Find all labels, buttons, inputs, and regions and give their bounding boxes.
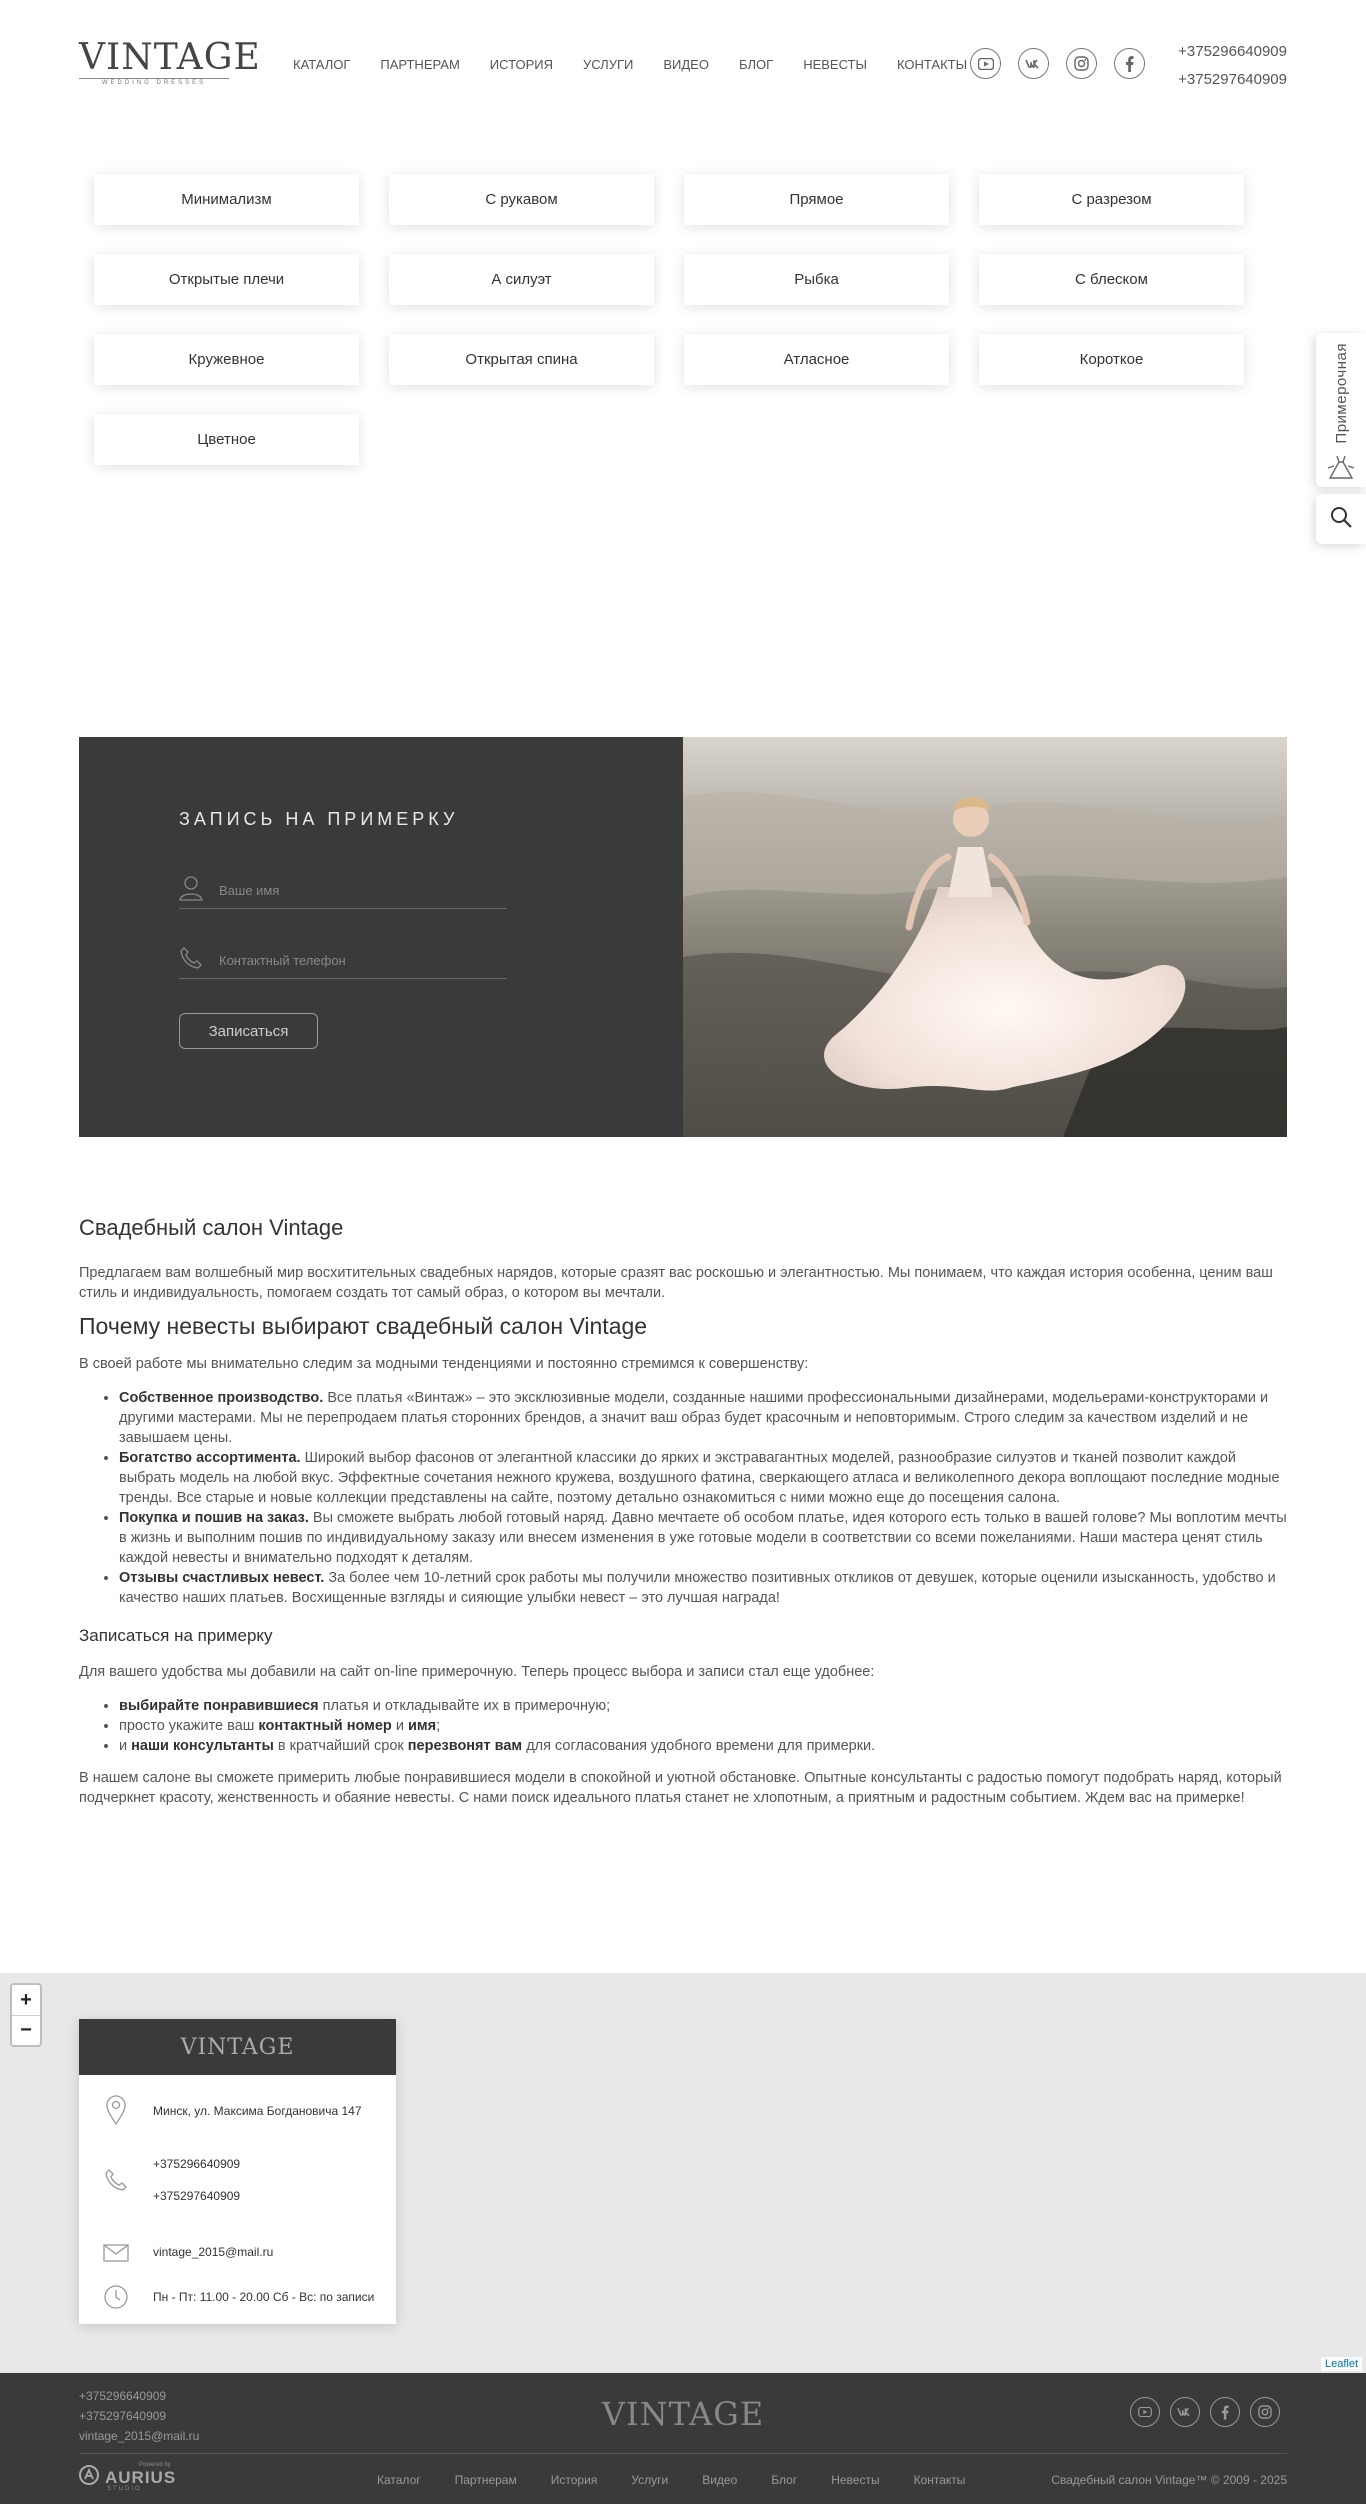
footer-nav	[377, 2473, 999, 2487]
clock-icon	[79, 2281, 153, 2309]
social-links	[970, 48, 1145, 79]
address-row	[79, 2095, 396, 2127]
zoom-in-button[interactable]: +	[20, 1988, 32, 2011]
seo-fitting-title: Записаться на примерку	[79, 1626, 273, 1645]
category-open-back[interactable]: Открытая спина	[389, 334, 654, 385]
footer-nav-history[interactable]: История	[550, 2473, 598, 2487]
address-text: Минск, ул. Максима Богдановича 147	[153, 2104, 362, 2118]
category-straight[interactable]: Прямое	[684, 174, 949, 225]
category-minimalism[interactable]: Минимализм	[94, 174, 359, 225]
footer-nav-brides[interactable]: Невесты	[831, 2473, 880, 2487]
submit-booking-button[interactable]: Записаться	[179, 1013, 318, 1049]
user-icon	[179, 875, 209, 906]
zoom-controls	[10, 1983, 42, 2047]
developer-credit[interactable]	[79, 2462, 177, 2492]
facebook-icon[interactable]	[1114, 48, 1145, 79]
map[interactable]	[0, 1973, 1366, 2373]
contact-email[interactable]: vintage_2015@mail.ru	[153, 2245, 274, 2259]
footer-divider	[79, 2453, 1287, 2454]
nav-blog[interactable]: БЛОГ	[738, 57, 774, 72]
vk-icon[interactable]	[1018, 48, 1049, 79]
category-a-line[interactable]: А силуэт	[389, 254, 654, 305]
seo-text	[79, 1215, 1287, 1818]
fitting-room-label: Примерочная	[1332, 343, 1350, 444]
nav-history[interactable]: ИСТОРИЯ	[489, 57, 553, 72]
logo-subtitle: WEDDING DRESSES	[79, 78, 229, 86]
hours-row	[79, 2281, 396, 2313]
zoom-out-button[interactable]: −	[12, 2015, 40, 2045]
dress-icon	[1326, 454, 1356, 486]
footer-phone-1[interactable]: +375296640909	[79, 2389, 167, 2403]
phone-icon	[179, 946, 209, 975]
youtube-icon[interactable]	[970, 48, 1001, 79]
category-sparkle[interactable]: С блеском	[979, 254, 1244, 305]
bride-photo	[683, 737, 1287, 1137]
list-item: • выбирайте понравившиеся платья и откладывайте их в примерочную;	[119, 1696, 1287, 1716]
facebook-icon[interactable]	[1210, 2397, 1240, 2427]
contact-phone-2[interactable]: +375297640909	[153, 2189, 241, 2203]
nav-partners[interactable]: ПАРТНЕРАМ	[380, 57, 460, 72]
category-open-shoulders[interactable]: Открытые плечи	[94, 254, 359, 305]
list-item: • и наши консультанты в кратчайший срок перезвонят вам для согласования удобного времени для примерки.	[119, 1736, 1287, 1756]
youtube-icon[interactable]	[1130, 2397, 1160, 2427]
footer-nav-services[interactable]: Услуги	[631, 2473, 669, 2487]
contact-card	[79, 2019, 396, 2324]
booking-section	[79, 737, 1287, 1137]
logo[interactable]	[79, 37, 261, 86]
leaflet-attribution[interactable]: Leaflet	[1321, 2357, 1362, 2371]
reasons-list	[119, 1388, 1287, 1608]
list-item: • Собственное производство. Все платья «Винтаж» – это эксклюзивные модели, созданные нашими профессиональными дизайнерами, модельерами-конструкторами и другими мастерами. Мы не перепродаем платья сторонних брендов, а значит ваш образ будет красочным и неповторимым. Строго следим за качеством изделий и не завышаем цены.	[119, 1388, 1287, 1448]
instagram-icon[interactable]	[1066, 48, 1097, 79]
footer	[0, 2373, 1366, 2504]
vk-icon[interactable]	[1170, 2397, 1200, 2427]
category-satin[interactable]: Атласное	[684, 334, 949, 385]
nav-contacts[interactable]: КОНТАКТЫ	[897, 57, 968, 72]
powered-by-label: Powered by	[139, 2462, 171, 2468]
footer-nav-contacts[interactable]: Контакты	[913, 2473, 966, 2487]
footer-socials	[1130, 2397, 1280, 2427]
category-with-sleeve[interactable]: С рукавом	[389, 174, 654, 225]
fitting-room-tab[interactable]	[1316, 333, 1366, 487]
category-lace[interactable]: Кружевное	[94, 334, 359, 385]
phones-row	[79, 2148, 396, 2212]
category-mermaid[interactable]: Рыбка	[684, 254, 949, 305]
booking-title: ЗАПИСЬ НА ПРИМЕРКУ	[179, 809, 459, 829]
list-item: • просто укажите ваш контактный номер и имя;	[119, 1716, 1287, 1736]
aurius-logo-icon	[79, 2465, 99, 2490]
mail-icon	[79, 2236, 153, 2262]
category-short[interactable]: Короткое	[979, 334, 1244, 385]
header-phones	[1170, 38, 1287, 94]
footer-nav-blog[interactable]: Блог	[771, 2473, 798, 2487]
developer-brand: AURIUS	[105, 2467, 177, 2487]
steps-list	[119, 1696, 1287, 1756]
seo-outro: В нашем салоне вы сможете примерить любые понравившиеся модели в спокойной и уютной обстановке. Опытные консультанты с радостью помогут подобрать наряд, который подчеркнет красоту, женственность и обаяние невесты. С нами поиск идеального платья станет не хлопотным, а приятным и радостным событием. Ждем вас на примерке!	[79, 1770, 1282, 1806]
list-item: • Отзывы счастливых невест. За более чем 10-летний срок работы мы получили множество позитивных откликов от девушек, которые оценили изысканность, удобство и качество наших платьев. Восхищенные взгляды и сияющие улыбки невест – это лучшая награда!	[119, 1568, 1287, 1608]
seo-fitting-intro: Для вашего удобства мы добавили на сайт on-line примерочную. Теперь процесс выбора и записи стал еще удобнее:	[79, 1664, 875, 1680]
category-colored[interactable]: Цветное	[94, 414, 359, 465]
instagram-icon[interactable]	[1250, 2397, 1280, 2427]
location-pin-icon	[79, 2095, 153, 2125]
nav-catalog[interactable]: КАТАЛОГ	[293, 57, 351, 72]
copyright: Свадебный салон Vintage™ © 2009 - 2025	[1051, 2473, 1287, 2487]
name-input[interactable]	[219, 883, 489, 898]
category-grid	[94, 174, 1244, 465]
email-row	[79, 2236, 396, 2268]
phone-input[interactable]	[219, 953, 489, 968]
contact-phones	[153, 2148, 240, 2212]
search-icon	[1329, 505, 1353, 534]
footer-phone-2[interactable]: +375297640909	[79, 2409, 167, 2423]
phone-field	[179, 943, 507, 979]
header	[0, 0, 1366, 120]
contact-phone-1[interactable]: +375296640909	[153, 2157, 241, 2171]
working-hours: Пн - Пт: 11.00 - 20.00 Сб - Вс: по записи	[153, 2290, 375, 2304]
list-item: • Богатство ассортимента. Широкий выбор фасонов от элегантной классики до ярких и экстравагантных моделей, разнообразие силуэтов и тканей позволит каждой выбрать модель на любой вкус. Эффектные сочетания нежного кружева, воздушного фатина, сверкающего атласа и великолепного декора воплощают последние модные тренды. Все старые и новые коллекции представлены на сайте, поэтому детально ознакомиться с ними можно еще до посещения салона.	[119, 1448, 1287, 1508]
phone-icon	[79, 2148, 153, 2192]
list-item: • Покупка и пошив на заказ. Вы сможете выбрать любой готовый наряд. Давно мечтаете об особом платье, идея которого есть только в вашей голове? Мы воплотим мечты в жизнь и выполним пошив по индивидуальному заказу или внесем изменения в уже готовые модели в соответствии со всеми пожеланиями. Наши мастера ценят стиль каждой невесты и внимательно подходят к деталям.	[119, 1508, 1287, 1568]
developer-studio: STUDIO	[107, 2486, 142, 2492]
header-phone-1[interactable]: +375296640909	[1178, 43, 1287, 60]
header-phone-2[interactable]: +375297640909	[1178, 71, 1287, 88]
seo-title: Свадебный салон Vintage	[79, 1215, 344, 1240]
seo-intro: Предлагаем вам волшебный мир восхитительных свадебных нарядов, которые сразят вас роскошью и элегантностью. Мы понимаем, что каждая история особенна, ценим ваш стиль и индивидуальность, помогаем создать тот самый образ, о котором вы мечтали.	[79, 1265, 1273, 1301]
seo-why-title: Почему невесты выбирают свадебный салон Vintage	[79, 1313, 648, 1339]
nav-brides[interactable]: НЕВЕСТЫ	[803, 57, 867, 72]
nav-video[interactable]: ВИДЕО	[663, 57, 709, 72]
footer-nav-partners[interactable]: Партнерам	[454, 2473, 517, 2487]
category-with-slit[interactable]: С разрезом	[979, 174, 1244, 225]
footer-nav-catalog[interactable]: Каталог	[377, 2473, 421, 2487]
booking-form	[79, 737, 683, 1137]
main-nav	[293, 57, 997, 72]
logo-text: VINTAGE	[79, 37, 261, 78]
footer-email[interactable]: vintage_2015@mail.ru	[79, 2429, 200, 2443]
search-button[interactable]	[1316, 494, 1366, 544]
footer-logo: VINTAGE	[601, 2395, 765, 2433]
name-field	[179, 873, 507, 909]
contact-card-logo: VINTAGE	[79, 2019, 396, 2075]
seo-why-intro: В своей работе мы внимательно следим за модными тенденциями и постоянно стремимся к совершенству:	[79, 1356, 809, 1372]
nav-services[interactable]: УСЛУГИ	[582, 57, 634, 72]
footer-nav-video[interactable]: Видео	[702, 2473, 738, 2487]
